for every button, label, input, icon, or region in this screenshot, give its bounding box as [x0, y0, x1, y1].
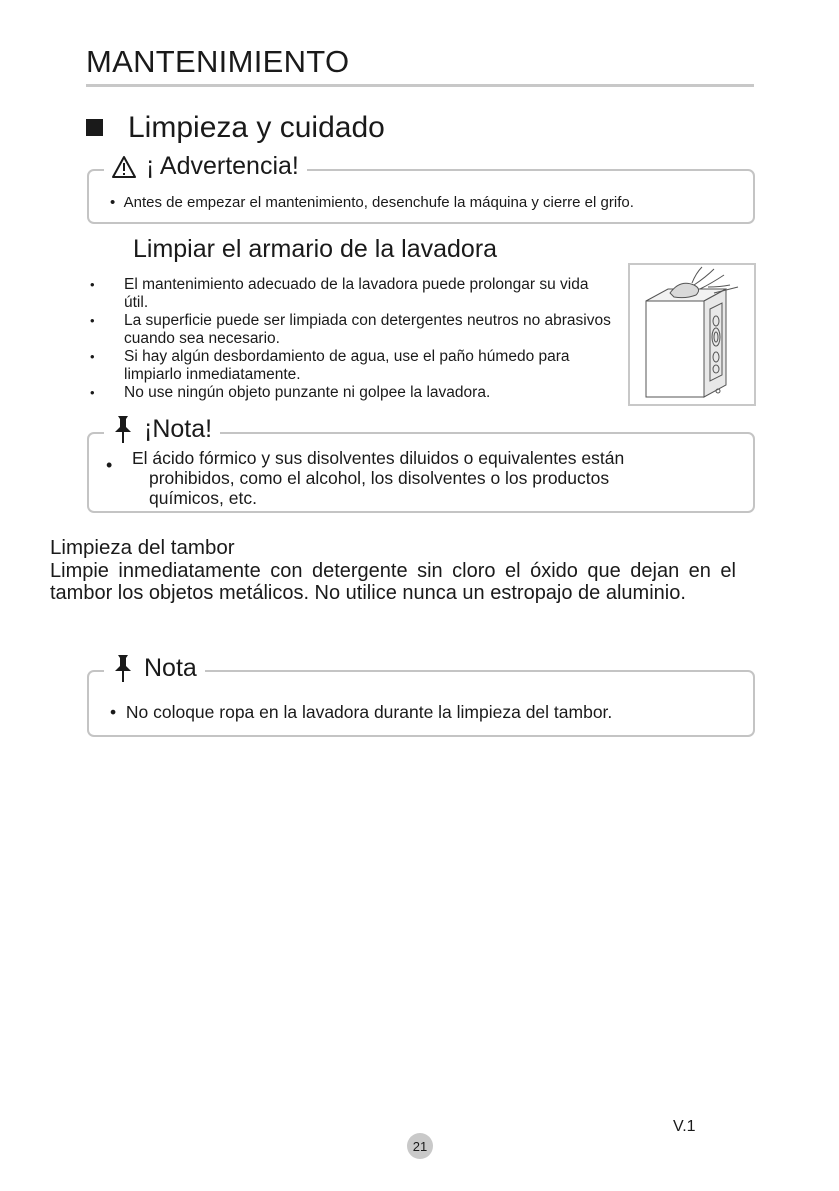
pushpin-icon: [112, 414, 134, 444]
version-label: V.1: [673, 1118, 696, 1135]
note-text-2: • No coloque ropa en la lavadora durante la limpieza del tambor.: [110, 702, 613, 722]
warning-title: ¡ Advertencia!: [146, 152, 299, 180]
washing-machine-illustration: [628, 263, 756, 406]
warning-legend: [104, 152, 307, 181]
drum-text: Limpie inmediatamente con detergente sin cloro el óxido que dejan en el tambor los objetos metálicos. No utilice nunca un estropajo de aluminio.: [50, 560, 736, 604]
list-item: • El mantenimiento adecuado de la lavadora puede prolongar su vida útil.: [90, 276, 615, 312]
list-item: • Si hay algún desbordamiento de agua, use el paño húmedo para limpiarlo inmediatamente.: [90, 348, 615, 384]
pushpin-icon: [112, 653, 134, 683]
note-legend-2: [104, 653, 205, 683]
list-item: • La superficie puede ser limpiada con detergentes neutros no abrasivos cuando sea necesario.: [90, 312, 615, 348]
drum-title: Limpieza del tambor: [50, 536, 235, 559]
page-number: 21: [407, 1133, 433, 1159]
page-title: MANTENIMIENTO: [86, 44, 350, 79]
note-title: ¡Nota!: [144, 414, 213, 443]
note-text: El ácido fórmico y sus disolventes diluidos o equivalentes están prohibidos, como el alcohol, los disolventes o los productos químicos, etc.: [132, 448, 625, 508]
list-item: • No use ningún objeto punzante ni golpee la lavadora.: [90, 384, 615, 402]
note-bullet: •: [106, 455, 113, 475]
warning-text: • Antes de empezar el mantenimiento, desenchufe la máquina y cierre el grifo.: [110, 194, 634, 211]
cabinet-title: Limpiar el armario de la lavadora: [133, 235, 498, 263]
title-divider: [86, 84, 754, 87]
warning-triangle-icon: [112, 155, 136, 179]
note-legend: [104, 414, 220, 444]
section-square-bullet-icon: [86, 119, 103, 136]
note-title-2: Nota: [144, 653, 197, 682]
washing-machine-cleaning-icon: [630, 265, 754, 404]
section-title: Limpieza y cuidado: [128, 111, 385, 144]
cabinet-bullet-list: [90, 276, 615, 402]
